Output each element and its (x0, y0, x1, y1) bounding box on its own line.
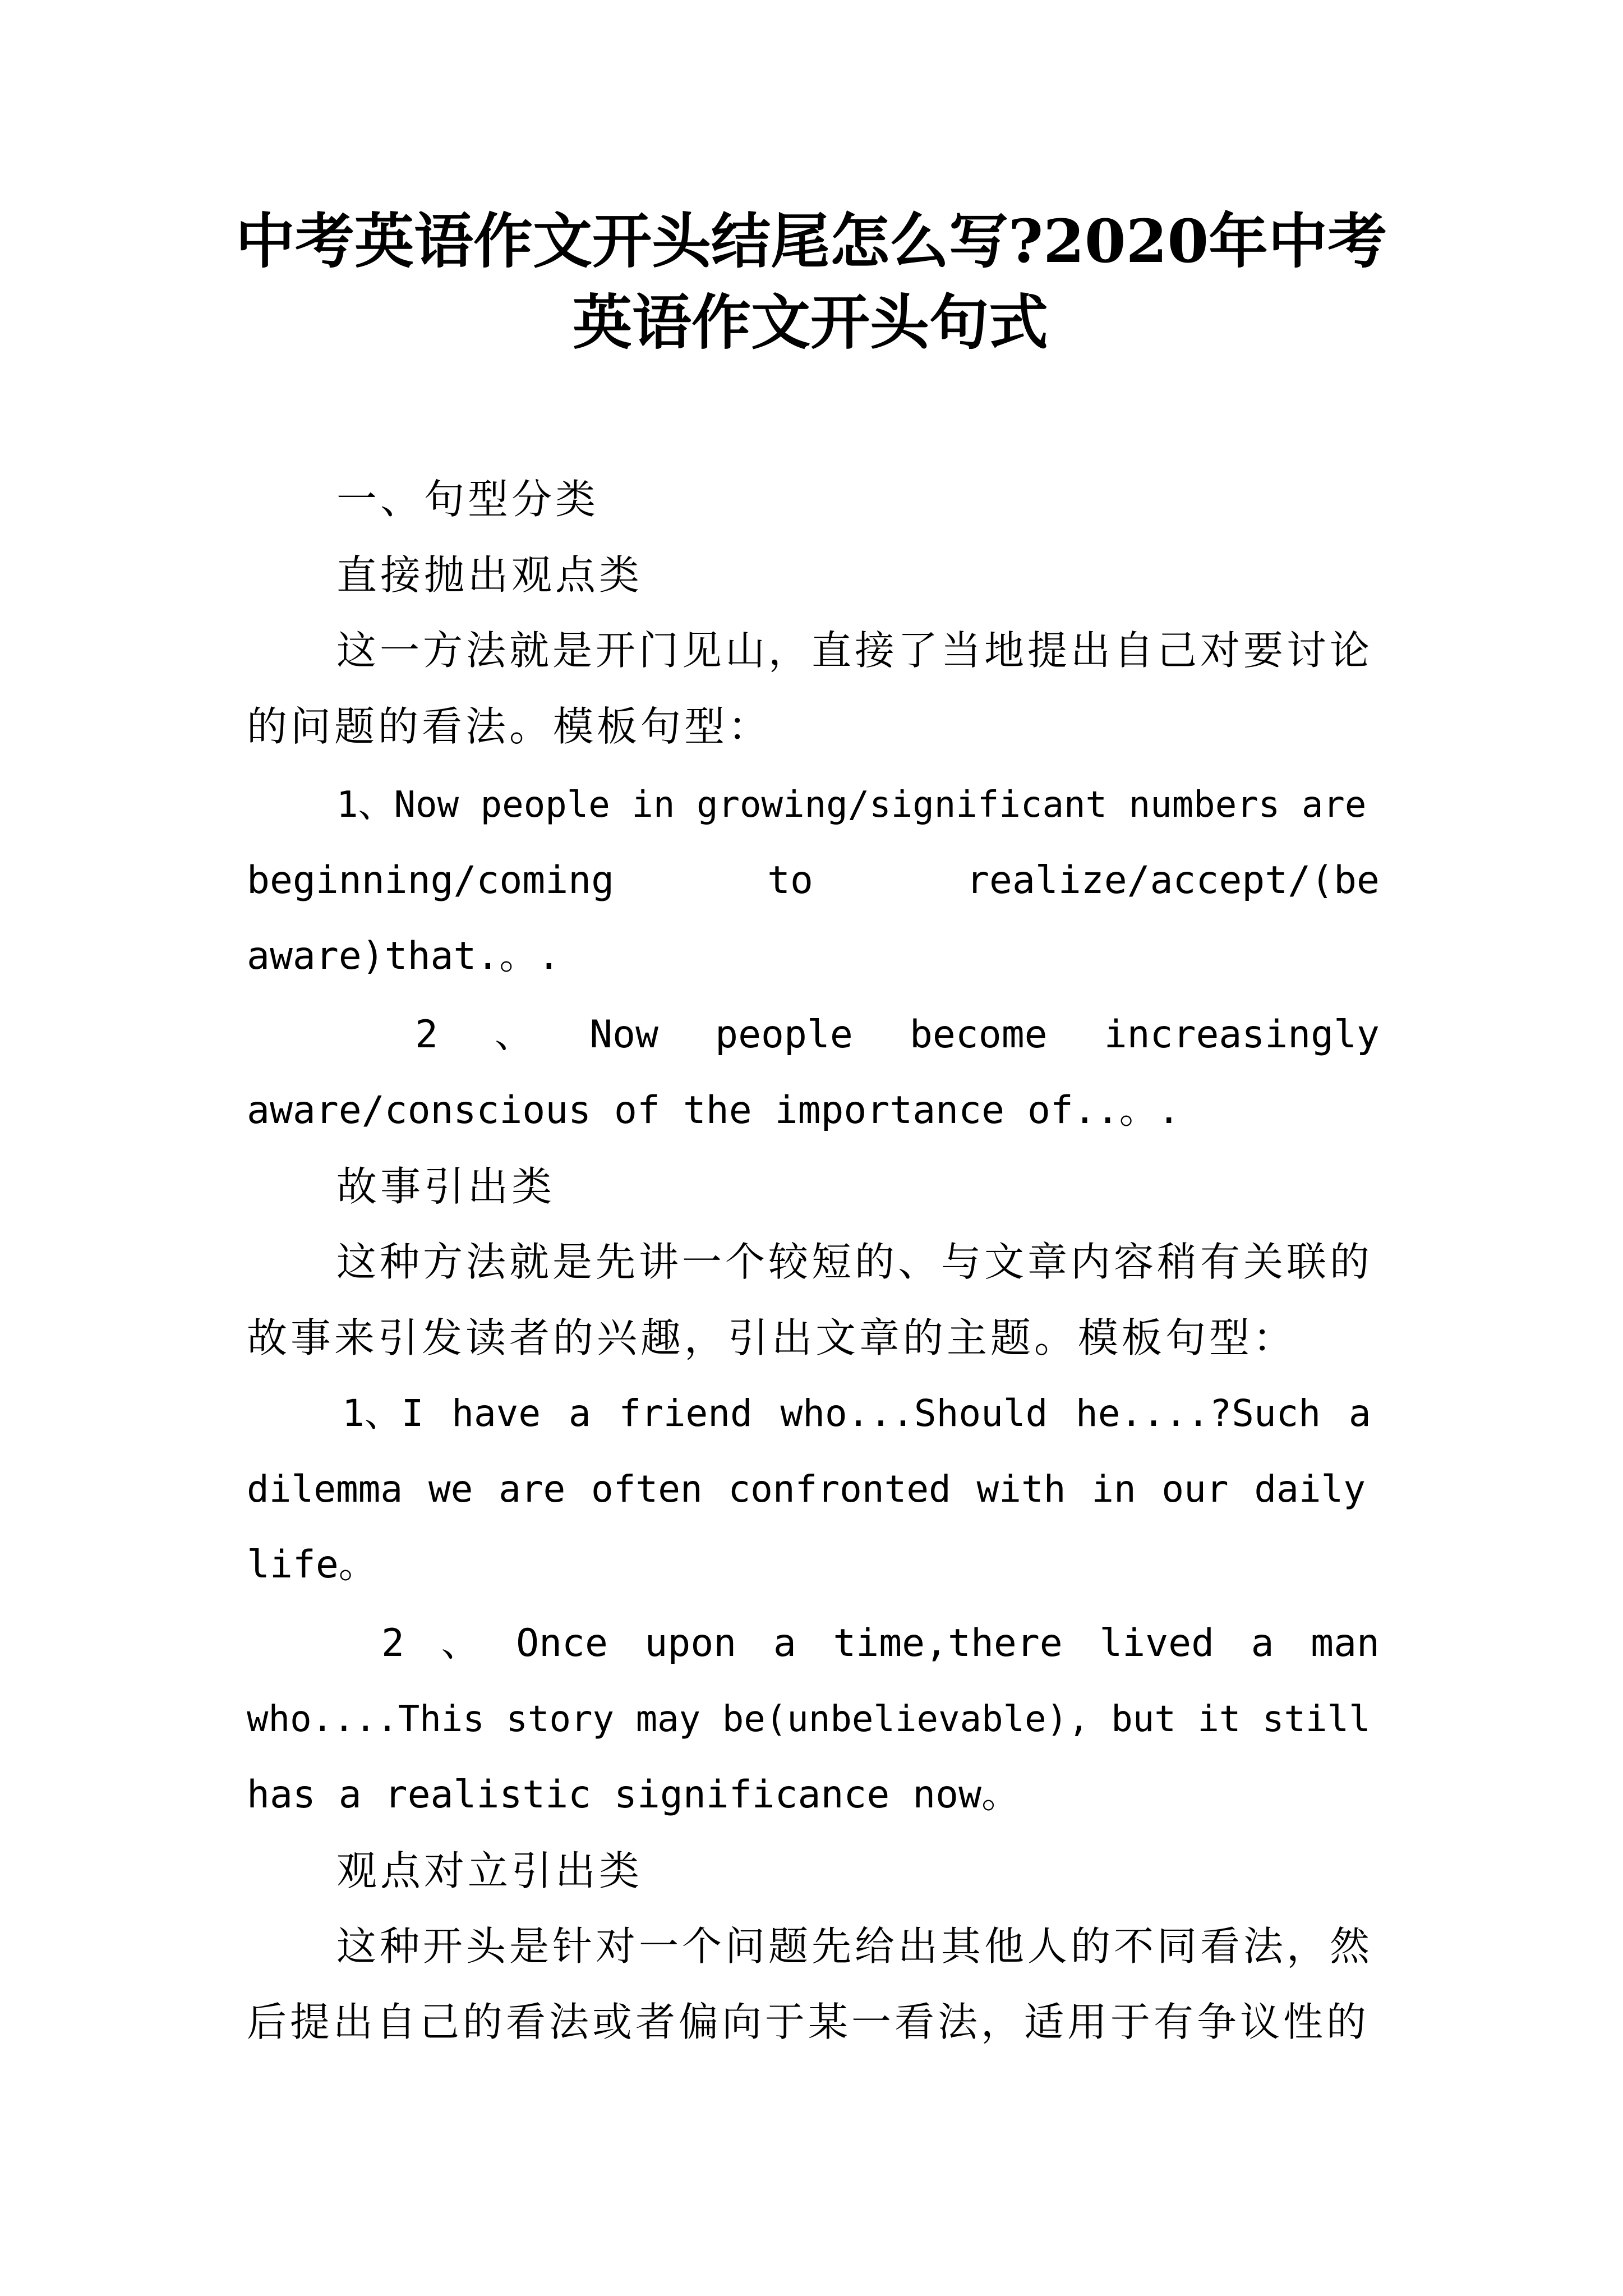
category-2-description-line-1: 这种方法就是先讲一个较短的、与文章内容稍有关联的 (336, 1239, 1373, 1285)
word: upon (644, 1621, 737, 1665)
example-2-2-line-3: has a realistic significance now。 (247, 1773, 1020, 1817)
category-3-heading: 观点对立引出类 (336, 1847, 643, 1894)
word: Once (516, 1621, 608, 1665)
category-3-description-line-2: 后提出自己的看法或者偏向于某一看法，适用于有争议性的 (247, 1999, 1370, 2045)
word: people (715, 1013, 853, 1057)
category-1-description-line-1: 这一方法就是开门见山，直接了当地提出自己对要讨论 (336, 627, 1373, 674)
word: a (1251, 1621, 1274, 1665)
example-1-1-line-1: 1、Now people in growing/significant numbers are (336, 784, 1367, 826)
word: increasingly (1104, 1013, 1380, 1057)
word: realize/accept/(be (966, 858, 1380, 903)
example-2-1-line-2: dilemma we are often confronted with in our daily (247, 1467, 1366, 1511)
word: 、 (441, 1621, 479, 1665)
word: become (909, 1013, 1048, 1057)
section-heading: 一、句型分类 (336, 476, 600, 523)
word: beginning/coming (247, 858, 615, 903)
document-title-line-2: 英语作文开头句式 (573, 287, 1048, 357)
example-1-1-line-3: aware)that.。. (247, 934, 561, 978)
example-1-1-line-2 (247, 853, 1380, 909)
document-title-line-1: 中考英语作文开头结尾怎么写?2020年中考 (236, 206, 1387, 276)
category-1-heading: 直接抛出观点类 (336, 551, 643, 599)
word: lived (1099, 1621, 1215, 1665)
example-1-2-line-2: aware/conscious of the importance of..。. (247, 1088, 1181, 1133)
example-1-2-line-1 (415, 1007, 1380, 1063)
word: 、 (495, 1013, 533, 1057)
word: 2 (381, 1621, 404, 1665)
word: time,there (833, 1621, 1063, 1665)
word: a (773, 1621, 796, 1665)
word: man (1311, 1621, 1380, 1665)
category-3-description-line-1: 这种开头是针对一个问题先给出其他人的不同看法，然 (336, 1923, 1373, 1970)
example-2-2-line-1 (381, 1616, 1380, 1672)
example-2-2-line-2: who....This story may be(unbelievable), but it still (247, 1699, 1371, 1740)
word: to (767, 858, 813, 903)
word: 2 (415, 1013, 438, 1057)
category-1-description-line-2: 的问题的看法。模板句型： (247, 703, 772, 750)
category-2-description-line-2: 故事来引发读者的兴趣，引出文章的主题。模板句型： (247, 1314, 1297, 1361)
example-2-1-line-1: 1、I have a friend who...Should he....?Such a (342, 1392, 1371, 1435)
word: Now (589, 1013, 659, 1057)
example-2-1-line-3: life。 (247, 1543, 377, 1587)
category-2-heading: 故事引出类 (336, 1163, 556, 1210)
